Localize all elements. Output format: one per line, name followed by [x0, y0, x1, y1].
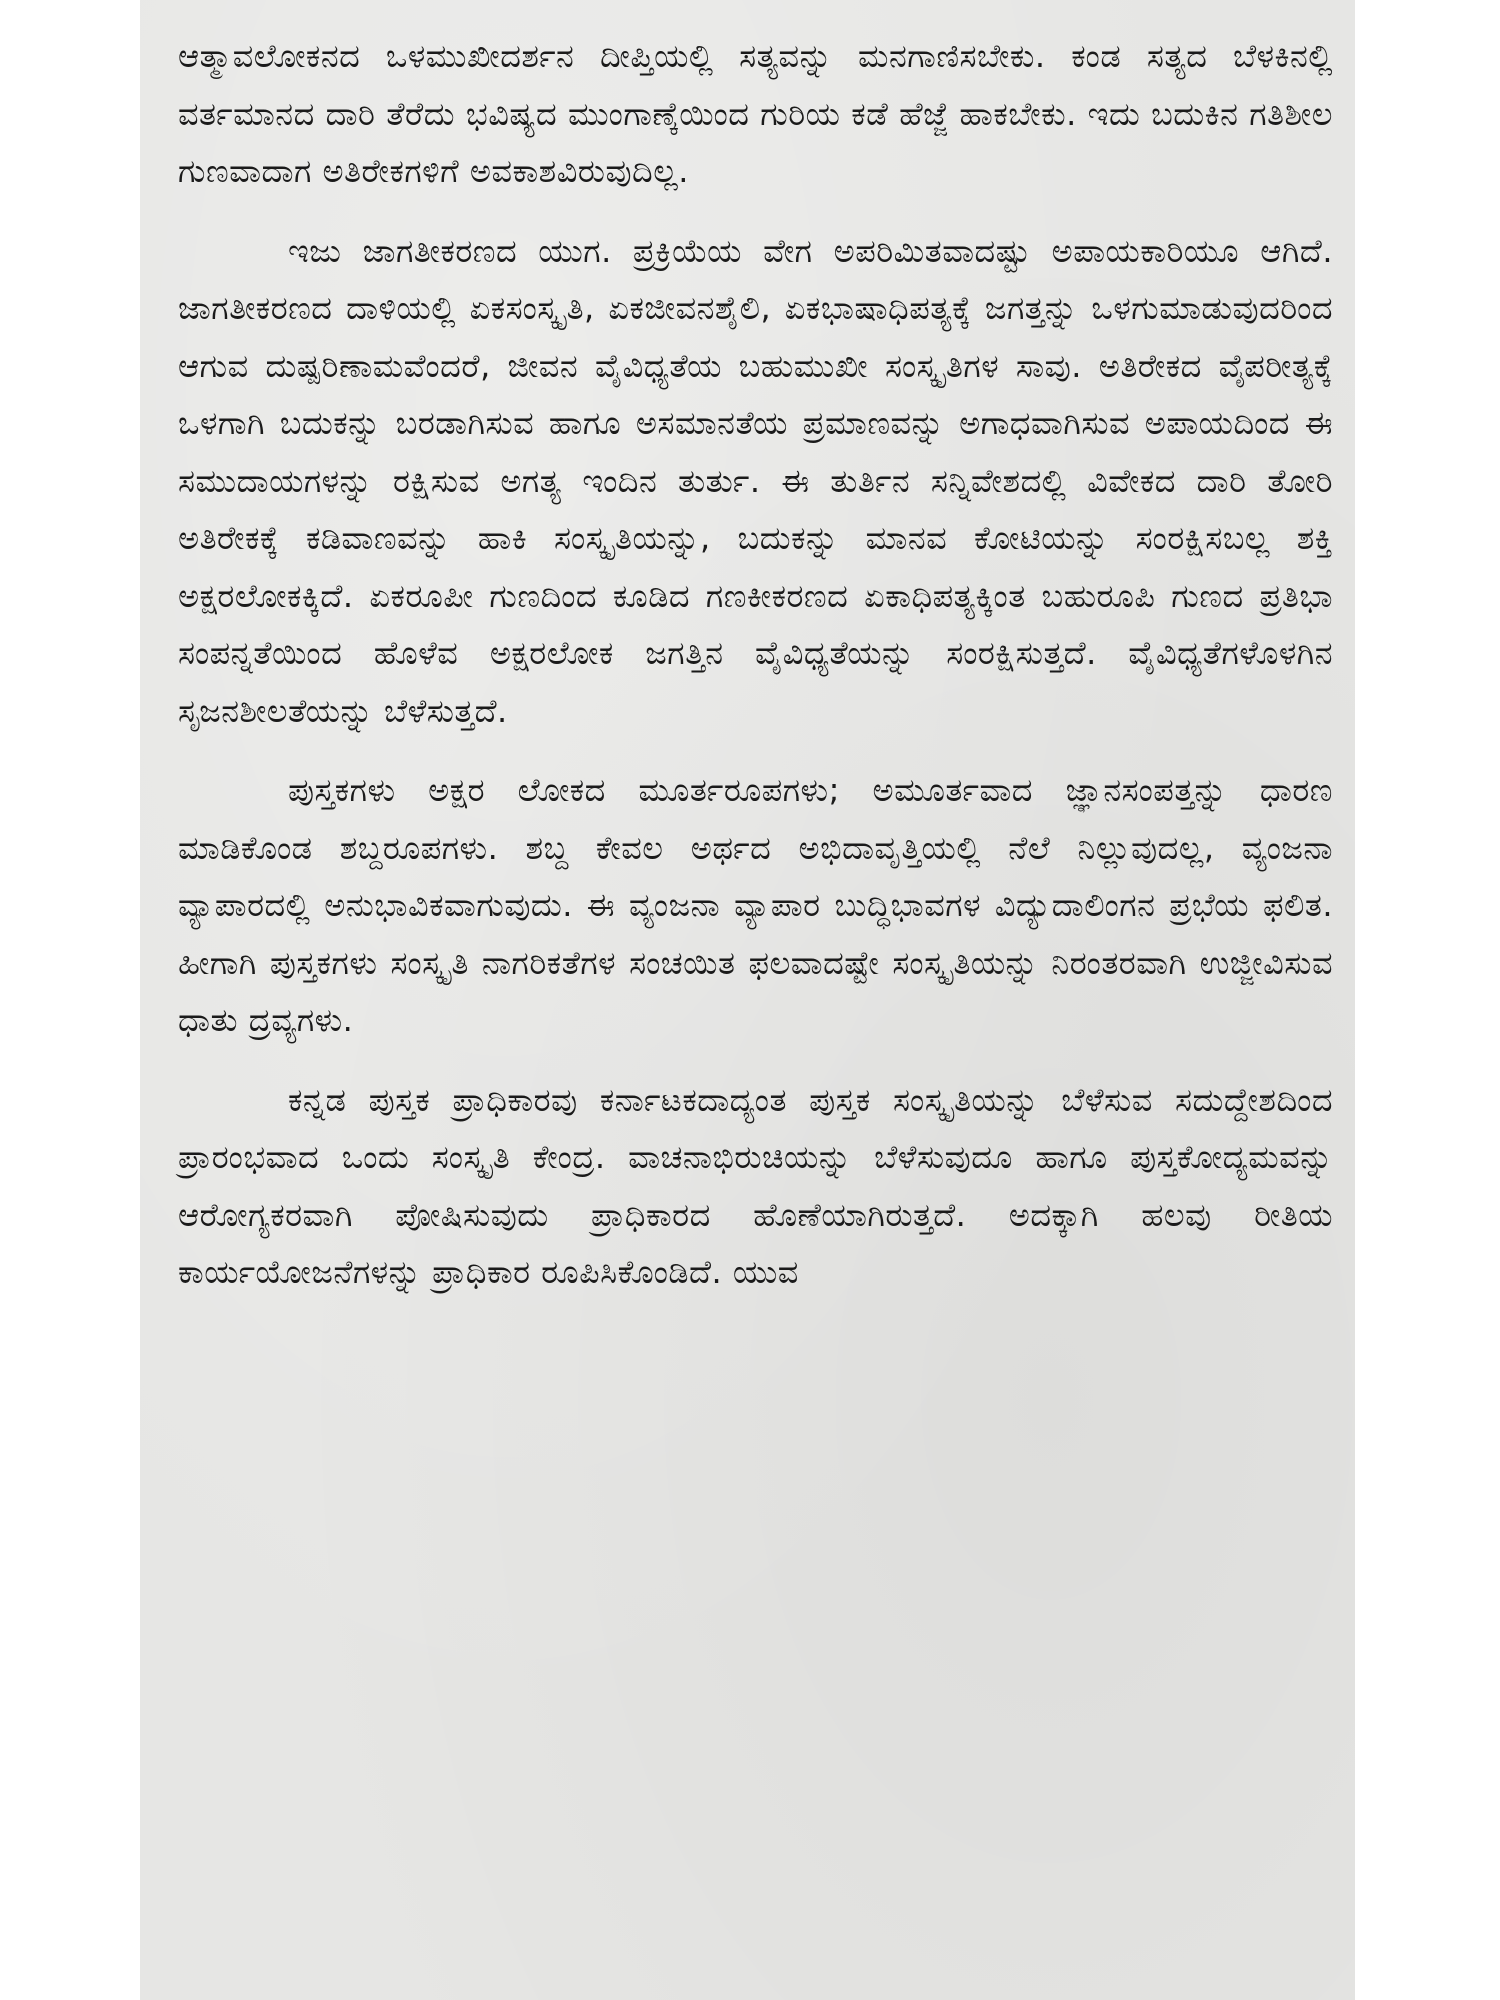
paragraph-4: ಕನ್ನಡ ಪುಸ್ತಕ ಪ್ರಾಧಿಕಾರವು ಕರ್ನಾಟಕದಾದ್ಯಂತ ಪುಸ್ತಕ ಸಂಸ್ಕೃತಿಯನ್ನು ಬೆಳೆಸುವ ಸದುದ್ದೇಶದಿಂದ ಪ್ರಾರಂಭವಾದ ಒಂದು ಸಂಸ್ಕೃತಿ ಕೇಂದ್ರ. ವಾಚನಾಭಿರುಚಿಯನ್ನು ಬೆಳೆಸುವುದೂ ಹಾಗೂ ಪುಸ್ತಕೋದ್ಯಮವನ್ನು ಆರೋಗ್ಯಕರವಾಗಿ ಪೋಷಿಸುವುದು ಪ್ರಾಧಿಕಾರದ ಹೊಣೆಯಾಗಿರುತ್ತದೆ. ಅದಕ್ಕಾಗಿ ಹಲವು ರೀತಿಯ ಕಾರ್ಯಯೋಜನೆಗಳನ್ನು ಪ್ರಾಧಿಕಾರ ರೂಪಿಸಿಕೊಂಡಿದೆ. ಯುವ — [178, 1080, 1333, 1291]
body-text — [178, 28, 1333, 1302]
paragraph-3: ಪುಸ್ತಕಗಳು ಅಕ್ಷರ ಲೋಕದ ಮೂರ್ತರೂಪಗಳು; ಅಮೂರ್ತವಾದ ಜ್ಞಾನಸಂಪತ್ತನ್ನು ಧಾರಣ ಮಾಡಿಕೊಂಡ ಶಬ್ದರೂಪಗಳು. ಶಬ್ದ ಕೇವಲ ಅರ್ಥದ ಅಭಿದಾವೃತ್ತಿಯಲ್ಲಿ ನೆಲೆ ನಿಲ್ಲುವುದಲ್ಲ, ವ್ಯಂಜನಾ ವ್ಯಾಪಾರದಲ್ಲಿ ಅನುಭಾವಿಕವಾಗುವುದು. ಈ ವ್ಯಂಜನಾ ವ್ಯಾಪಾರ ಬುದ್ಧಿಭಾವಗಳ ವಿದ್ಯುದಾಲಿಂಗನ ಪ್ರಭೆಯ ಫಲಿತ. ಹೀಗಾಗಿ ಪುಸ್ತಕಗಳು ಸಂಸ್ಕೃತಿ ನಾಗರಿಕತೆಗಳ ಸಂಚಯಿತ ಫಲವಾದಷ್ಟೇ ಸಂಸ್ಕೃತಿಯನ್ನು ನಿರಂತರವಾಗಿ ಉಜ್ಜೀವಿಸುವ ಧಾತು ದ್ರವ್ಯಗಳು. — [178, 771, 1333, 1039]
paragraph-2: ಇಜು ಜಾಗತೀಕರಣದ ಯುಗ. ಪ್ರಕ್ರಿಯೆಯ ವೇಗ ಅಪರಿಮಿತವಾದಷ್ಟು ಅಪಾಯಕಾರಿಯೂ ಆಗಿದೆ. ಜಾಗತೀಕರಣದ ದಾಳಿಯಲ್ಲಿ ಏಕಸಂಸ್ಕೃತಿ, ಏಕಜೀವನಶೈಲಿ, ಏಕಭಾಷಾಧಿಪತ್ಯಕ್ಕೆ ಜಗತ್ತನ್ನು ಒಳಗುಮಾಡುವುದರಿಂದ ಆಗುವ ದುಷ್ಪರಿಣಾಮವೆಂದರೆ, ಜೀವನ ವೈವಿಧ್ಯತೆಯ ಬಹುಮುಖೀ ಸಂಸ್ಕೃತಿಗಳ ಸಾವು. ಅತಿರೇಕದ ವೈಪರೀತ್ಯಕ್ಕೆ ಒಳಗಾಗಿ ಬದುಕನ್ನು ಬರಡಾಗಿಸುವ ಹಾಗೂ ಅಸಮಾನತೆಯ ಪ್ರಮಾಣವನ್ನು ಅಗಾಧವಾಗಿಸುವ ಅಪಾಯದಿಂದ ಈ ಸಮುದಾಯಗಳನ್ನು ರಕ್ಷಿಸುವ ಅಗತ್ಯ ಇಂದಿನ ತುರ್ತು. ಈ ತುರ್ತಿನ ಸನ್ನಿವೇಶದಲ್ಲಿ ವಿವೇಕದ ದಾರಿ ತೋರಿ ಅತಿರೇಕಕ್ಕೆ ಕಡಿವಾಣವನ್ನು ಹಾಕಿ ಸಂಸ್ಕೃತಿಯನ್ನು, ಬದುಕನ್ನು ಮಾನವ ಕೋಟಿಯನ್ನು ಸಂರಕ್ಷಿಸಬಲ್ಲ ಶಕ್ತಿ ಅಕ್ಷರಲೋಕಕ್ಕಿದೆ. ಏಕರೂಪೀ ಗುಣದಿಂದ ಕೂಡಿದ ಗಣಕೀಕರಣದ ಏಕಾಧಿಪತ್ಯಕ್ಕಿಂತ ಬಹುರೂಪಿ ಗುಣದ ಪ್ರತಿಭಾ ಸಂಪನ್ನತೆಯಿಂದ ಹೊಳೆವ ಅಕ್ಷರಲೋಕ ಜಗತ್ತಿನ ವೈವಿಧ್ಯತೆಯನ್ನು ಸಂರಕ್ಷಿಸುತ್ತದೆ. ವೈವಿಧ್ಯತೆಗಳೊಳಗಿನ ಸೃಜನಶೀಲತೆಯನ್ನು ಬೆಳೆಸುತ್ತದೆ. — [178, 231, 1333, 730]
book-page — [140, 0, 1355, 2000]
paragraph-1: ಆತ್ಮಾವಲೋಕನದ ಒಳಮುಖೀದರ್ಶನ ದೀಪ್ತಿಯಲ್ಲಿ ಸತ್ಯವನ್ನು ಮನಗಾಣಿಸಬೇಕು. ಕಂಡ ಸತ್ಯದ ಬೆಳಕಿನಲ್ಲಿ ವರ್ತಮಾನದ ದಾರಿ ತೆರೆದು ಭವಿಷ್ಯದ ಮುಂಗಾಣ್ಕೆಯಿಂದ ಗುರಿಯ ಕಡೆ ಹೆಜ್ಜೆ ಹಾಕಬೇಕು. ಇದು ಬದುಕಿನ ಗತಿಶೀಲ ಗುಣವಾದಾಗ ಅತಿರೇಕಗಳಿಗೆ ಅವಕಾಶವಿರುವುದಿಲ್ಲ. — [178, 37, 1333, 190]
